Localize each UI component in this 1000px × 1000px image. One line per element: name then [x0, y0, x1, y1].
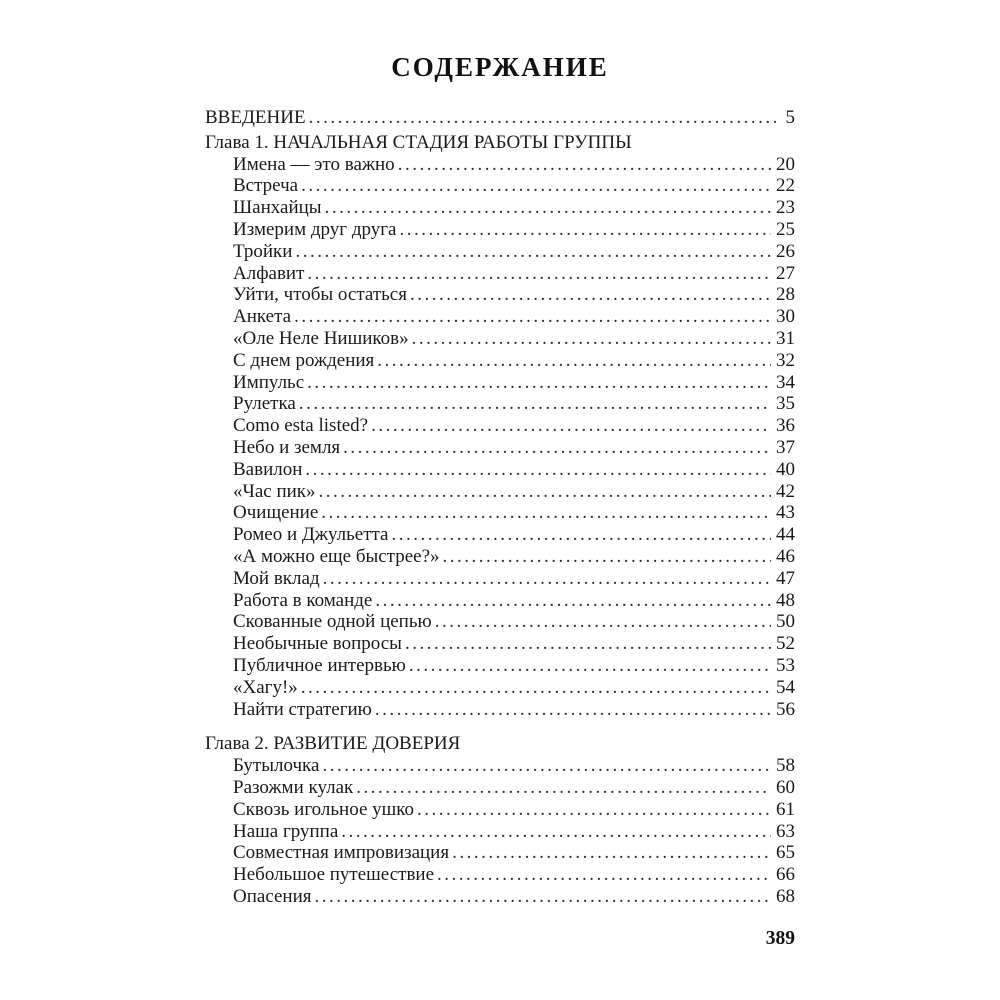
toc-entry — [205, 219, 795, 241]
toc-list — [205, 107, 795, 908]
toc-entry-page: 36 — [776, 415, 795, 437]
toc-entry-page: 30 — [776, 306, 795, 328]
toc-entry-label: Работа в команде — [233, 589, 373, 611]
toc-entry-page: 31 — [776, 327, 795, 349]
toc-entry-page: 50 — [776, 611, 795, 633]
toc-entry — [205, 546, 795, 568]
toc-entry-label: Анкета — [233, 306, 292, 328]
toc-entry-page: 25 — [776, 218, 795, 240]
toc-entry — [205, 241, 795, 263]
dot-leader — [301, 677, 771, 699]
toc-entry-label: «Оле Неле Нишиков» — [233, 327, 409, 349]
toc-entry — [205, 799, 795, 821]
toc-entry — [205, 328, 795, 350]
toc-entry-page: 44 — [776, 524, 795, 546]
toc-entry-page: 40 — [776, 458, 795, 480]
toc-entry-label: Тройки — [233, 240, 293, 262]
toc-entry-label: Опасения — [233, 885, 312, 907]
dot-leader — [307, 372, 771, 394]
toc-entry-label: Ромео и Джульетта — [233, 524, 389, 546]
toc-entry-label: Разожми кулак — [233, 776, 354, 798]
dot-leader — [398, 154, 771, 176]
page-number: 389 — [765, 928, 795, 949]
toc-entry — [205, 633, 795, 655]
toc-entry-label: Необычные вопросы — [233, 633, 402, 655]
dot-leader — [405, 633, 771, 655]
toc-entry — [205, 821, 795, 843]
toc-entry — [205, 372, 795, 394]
dot-leader — [409, 655, 771, 677]
toc-entry — [205, 842, 795, 864]
toc-entry — [205, 350, 795, 372]
toc-entry-page: 47 — [776, 567, 795, 589]
toc-entry-label: Публичное интервью — [233, 654, 406, 676]
dot-leader — [391, 524, 771, 546]
toc-entry — [205, 154, 795, 176]
toc-entry-label: Небо и земля — [233, 436, 341, 458]
dot-leader — [435, 611, 771, 633]
dot-leader — [356, 777, 771, 799]
toc-entry — [205, 611, 795, 633]
toc-entry-label: Вавилон — [233, 458, 303, 480]
dot-leader — [343, 437, 771, 459]
toc-entry-label: Имена — это важно — [233, 153, 395, 175]
chapter-heading: Глава 1. НАЧАЛЬНАЯ СТАДИЯ РАБОТЫ ГРУППЫ — [205, 131, 632, 153]
toc-entry-page: 48 — [776, 589, 795, 611]
toc-entry-page: 60 — [776, 776, 795, 798]
dot-leader — [299, 393, 771, 415]
page-title: СОДЕРЖАНИЕ — [391, 52, 609, 82]
toc-entry — [205, 284, 795, 306]
toc-entry-label: Встреча — [233, 175, 299, 197]
dot-leader — [412, 328, 771, 350]
toc-entry — [205, 415, 795, 437]
dot-leader — [301, 175, 771, 197]
toc-entry-page: 23 — [776, 197, 795, 219]
toc-entry — [205, 107, 795, 129]
toc-entry-page: 34 — [776, 371, 795, 393]
toc-entry-page: 5 — [785, 107, 795, 128]
toc-entry-page: 68 — [776, 885, 795, 907]
toc-entry-label: Рулетка — [233, 393, 296, 415]
toc-entry-page: 58 — [776, 755, 795, 777]
toc-entry-page: 32 — [776, 349, 795, 371]
toc-entry-label: Найти стратегию — [233, 698, 372, 720]
dot-leader — [309, 107, 781, 129]
toc-entry-page: 54 — [776, 676, 795, 698]
toc-entry-label: Сквозь игольное ушко — [233, 798, 415, 820]
toc-entry — [205, 755, 795, 777]
toc-entry-label: Очищение — [233, 502, 319, 524]
toc-entry — [205, 437, 795, 459]
toc-entry-page: 65 — [776, 842, 795, 864]
toc-entry-page: 35 — [776, 393, 795, 415]
dot-leader — [410, 284, 771, 306]
toc-entry-label: Небольшое путешествие — [233, 864, 435, 886]
toc-entry — [205, 777, 795, 799]
toc-entry — [205, 263, 795, 285]
toc-entry-label: Измерим друг друга — [233, 218, 397, 240]
dot-leader — [443, 546, 771, 568]
toc-entry-label: Алфавит — [233, 262, 305, 284]
toc-entry-label: Совместная импровизация — [233, 842, 450, 864]
dot-leader — [341, 821, 771, 843]
toc-entry — [205, 459, 795, 481]
toc-entry-page: 42 — [776, 480, 795, 502]
dot-leader — [321, 502, 771, 524]
toc-entry — [205, 524, 795, 546]
dot-leader — [399, 219, 771, 241]
toc-entry-page: 28 — [776, 284, 795, 306]
toc-entry-label: Шанхайцы — [233, 197, 322, 219]
toc-entry-label: «А можно еще быстрее?» — [233, 545, 440, 567]
toc-entry — [205, 306, 795, 328]
toc-entry — [205, 481, 795, 503]
chapter-heading: Глава 2. РАЗВИТИЕ ДОВЕРИЯ — [205, 733, 461, 755]
toc-entry-label: Мой вклад — [233, 567, 320, 589]
toc-entry-label: С днем рождения — [233, 349, 375, 371]
toc-entry-page: 43 — [776, 502, 795, 524]
toc-entry — [205, 175, 795, 197]
toc-entry-label: Наша группа — [233, 820, 339, 842]
toc-entry — [205, 677, 795, 699]
toc-entry-page: 52 — [776, 633, 795, 655]
toc-entry-page: 26 — [776, 240, 795, 262]
dot-leader — [315, 886, 772, 908]
dot-leader — [371, 415, 771, 437]
toc-entry-label: Скованные одной цепью — [233, 611, 432, 633]
dot-leader — [294, 306, 771, 328]
dot-leader — [377, 350, 771, 372]
toc-entry-label: Импульс — [233, 371, 305, 393]
toc-entry — [205, 568, 795, 590]
toc-entry-page: 20 — [776, 153, 795, 175]
toc-entry-page: 53 — [776, 654, 795, 676]
dot-leader — [322, 755, 771, 777]
toc-entry-label: «Хагу!» — [233, 676, 298, 698]
toc-entry-page: 61 — [776, 798, 795, 820]
toc-entry — [205, 864, 795, 886]
toc-entry — [205, 699, 795, 721]
toc-entry-page: 22 — [776, 175, 795, 197]
toc-entry-label: «Час пик» — [233, 480, 316, 502]
toc-entry — [205, 393, 795, 415]
toc-entry — [205, 886, 795, 908]
toc-entry — [205, 655, 795, 677]
dot-leader — [375, 590, 771, 612]
toc-entry-label: Como esta listed? — [233, 415, 369, 437]
toc-entry — [205, 590, 795, 612]
dot-leader — [295, 241, 771, 263]
toc-entry-page: 66 — [776, 864, 795, 886]
dot-leader — [325, 197, 771, 219]
dot-leader — [437, 864, 771, 886]
toc-entry-page: 56 — [776, 698, 795, 720]
dot-leader — [452, 842, 771, 864]
toc-entry-label: Бутылочка — [233, 755, 320, 777]
toc-entry-page: 63 — [776, 820, 795, 842]
dot-leader — [305, 459, 771, 481]
toc-entry-page: 46 — [776, 545, 795, 567]
toc-entry-page: 27 — [776, 262, 795, 284]
toc-entry — [205, 197, 795, 219]
dot-leader — [307, 263, 771, 285]
dot-leader — [319, 481, 771, 503]
dot-leader — [417, 799, 771, 821]
toc-entry-label: ВВЕДЕНИЕ — [205, 107, 306, 128]
dot-leader — [323, 568, 771, 590]
toc-entry — [205, 502, 795, 524]
dot-leader — [375, 699, 771, 721]
toc-entry-page: 37 — [776, 436, 795, 458]
toc-entry-label: Уйти, чтобы остаться — [233, 284, 407, 306]
